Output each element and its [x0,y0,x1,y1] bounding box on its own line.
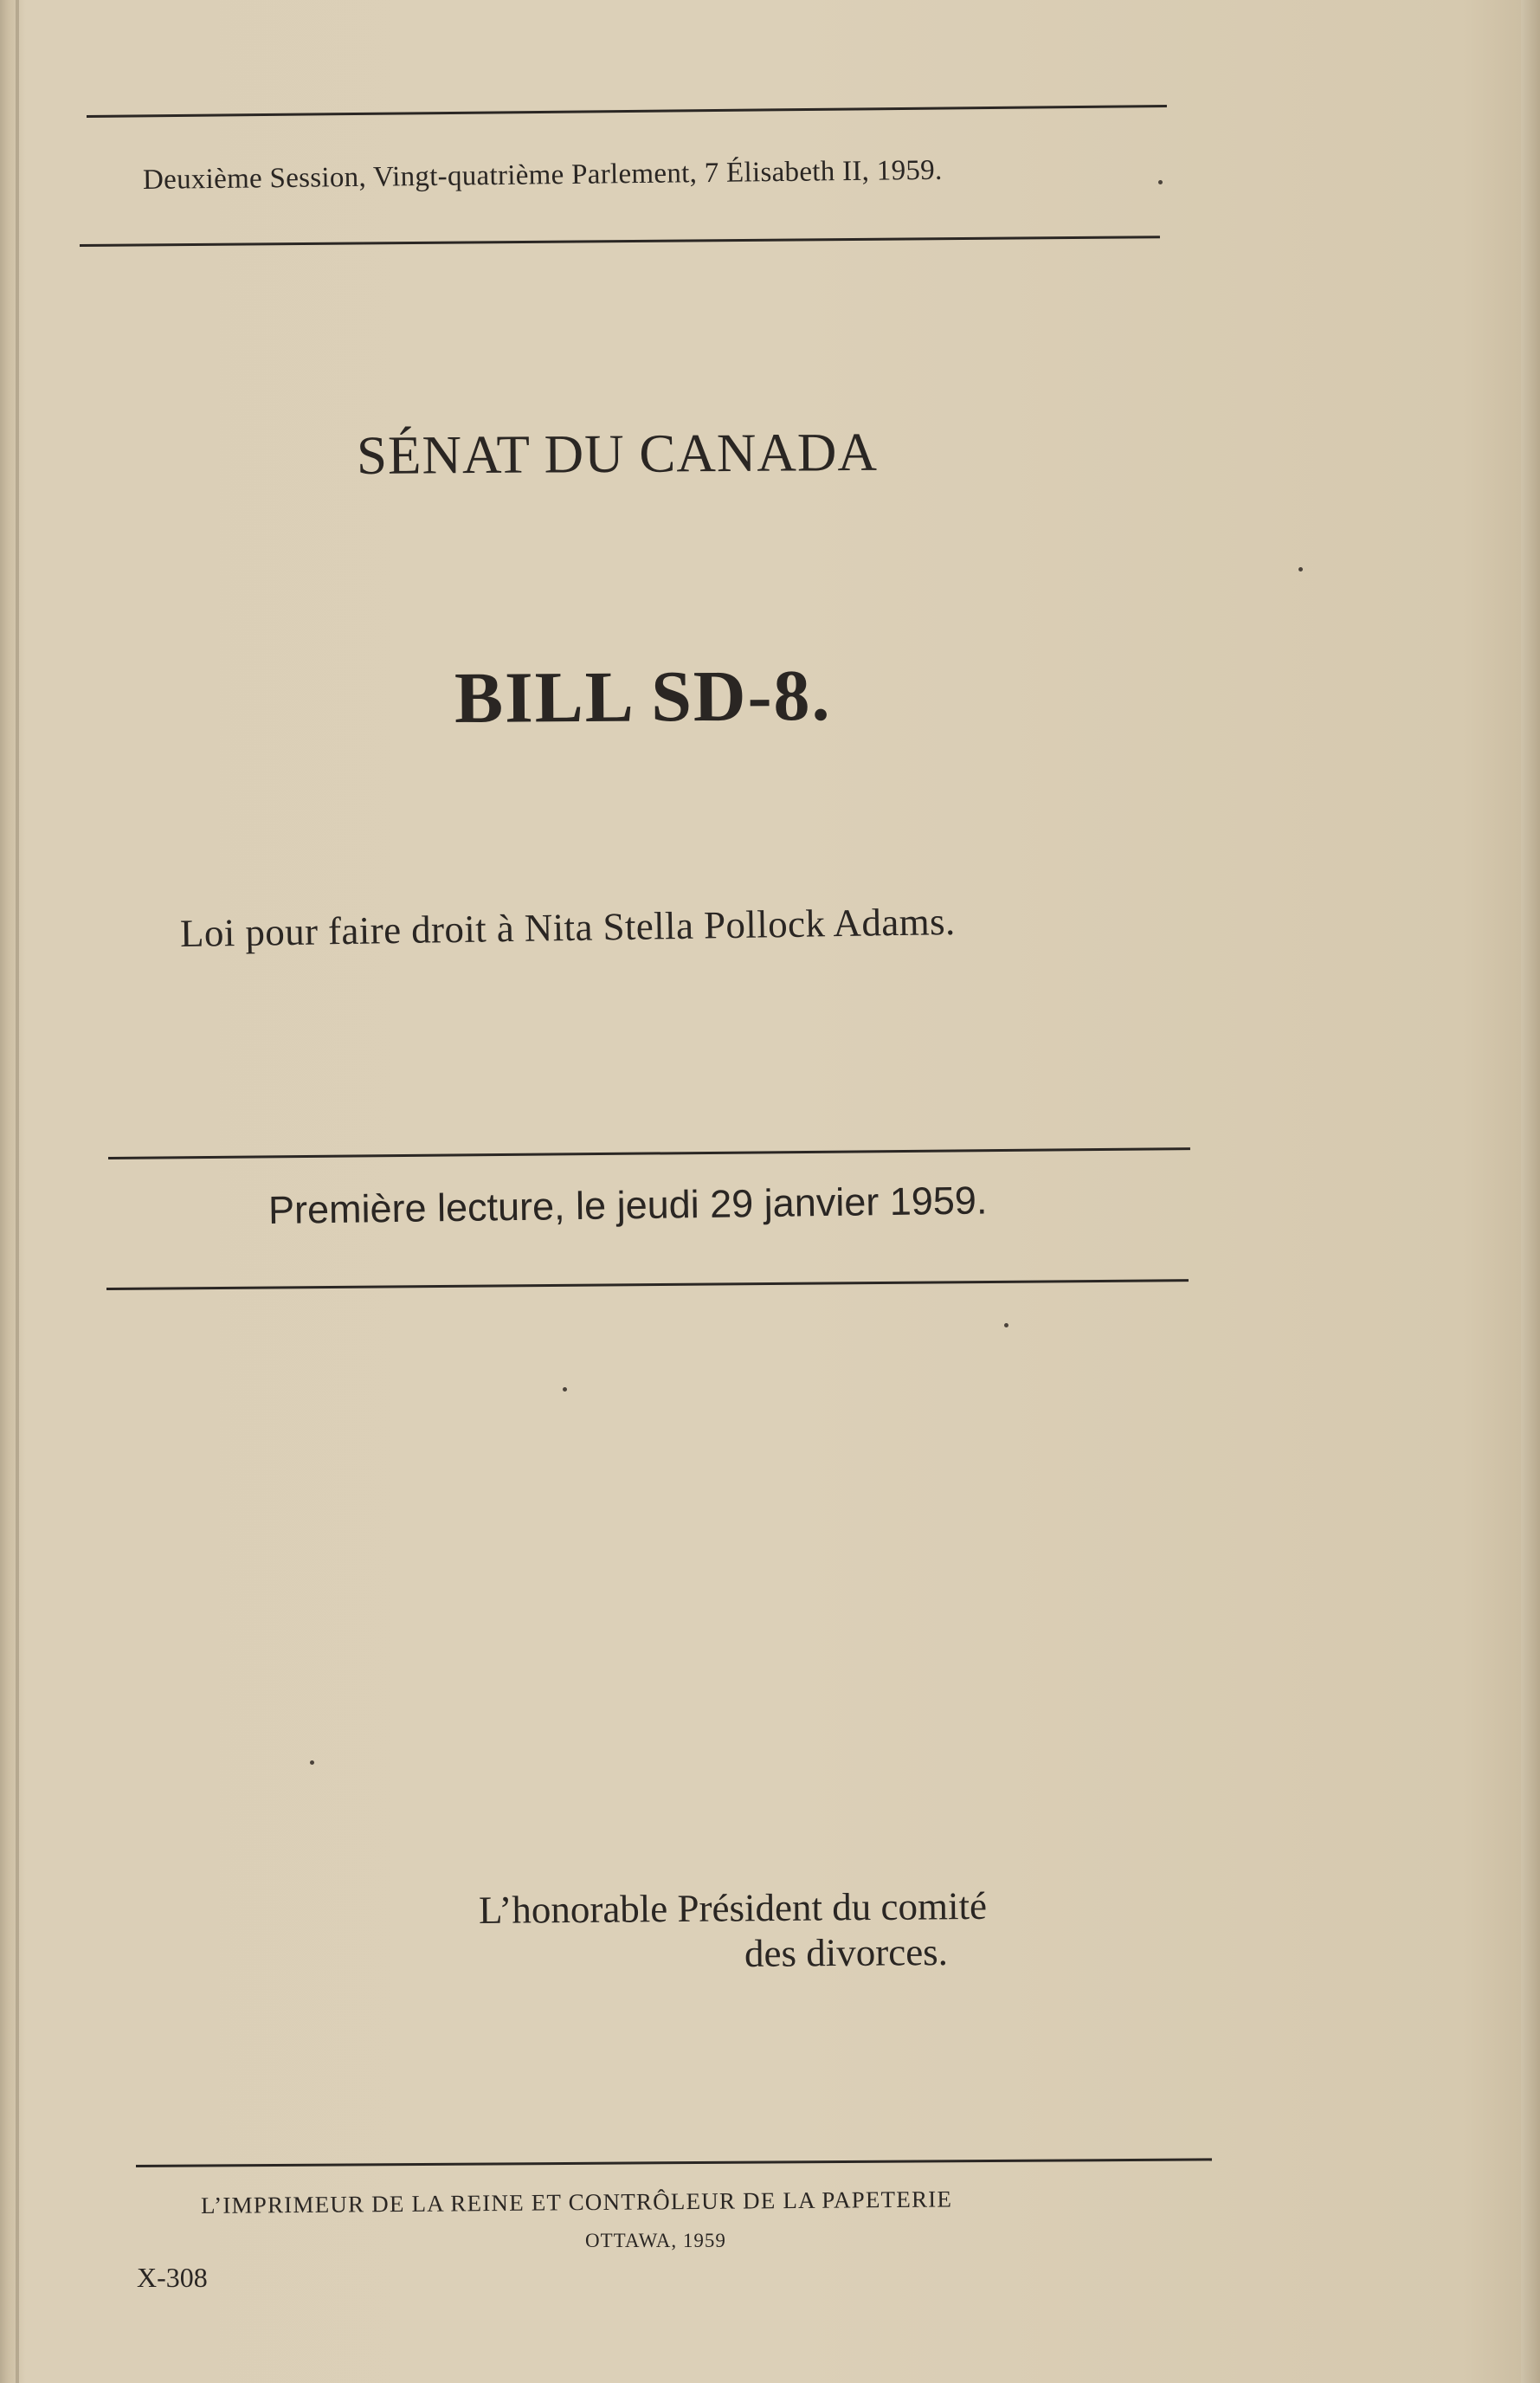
reading-rule-lower [106,1279,1189,1290]
printer-line-1: L’IMPRIMEUR DE LA REINE ET CONTRÔLEUR DE LA PAPETERIE [200,2186,953,2218]
chamber-title: SÉNAT DU CANADA [356,421,879,486]
bill-number: BILL SD-8. [454,655,832,739]
paper-speck [1158,180,1163,184]
printer-line-2: OTTAWA, 1959 [585,2230,726,2251]
document-code: X-308 [137,2262,208,2293]
sponsor-line-1: L’honorable Président du comité [478,1883,988,1932]
footer-rule [136,2158,1212,2167]
paper-speck [1004,1323,1008,1327]
top-rule-lower [80,236,1160,247]
top-rule-upper [87,105,1167,118]
reading-rule-upper [108,1147,1190,1159]
paper-speck [563,1387,567,1392]
first-reading-line: Première lecture, le jeudi 29 janvier 1959. [267,1178,988,1232]
paper-speck [1298,567,1303,572]
paper-speck [310,1760,314,1765]
session-line: Deuxième Session, Vingt-quatrième Parlement, 7 Élisabeth II, 1959. [142,154,943,196]
page-binding-edge [16,0,19,2383]
bill-subject: Loi pour faire droit à Nita Stella Pollock Adams. [179,899,956,955]
page-outer-edge [1521,0,1540,2383]
sponsor-line-2: des divorces. [744,1929,949,1975]
